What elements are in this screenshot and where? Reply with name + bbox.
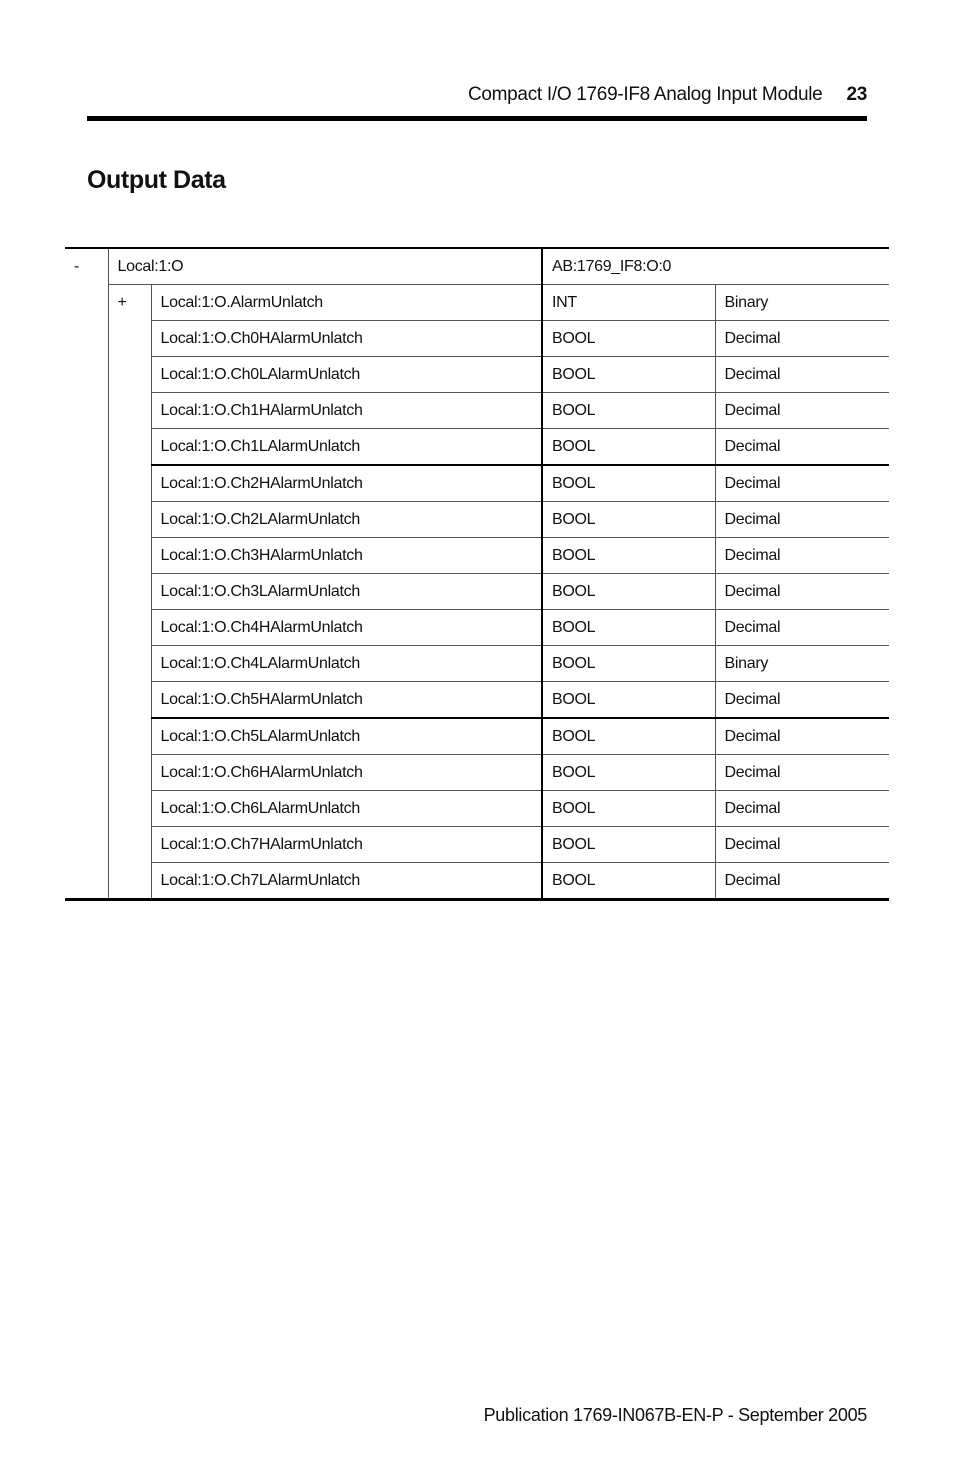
data-type-cell: BOOL xyxy=(542,718,715,755)
header-rule xyxy=(87,116,867,121)
indent-cell xyxy=(65,610,108,646)
indent-cell xyxy=(65,285,108,321)
data-type-cell: BOOL xyxy=(542,755,715,791)
table-row xyxy=(65,285,889,321)
table-row xyxy=(65,827,889,863)
indent-cell xyxy=(65,321,108,357)
data-type-cell: BOOL xyxy=(542,393,715,429)
data-type-cell: BOOL xyxy=(542,646,715,682)
display-style-cell: Decimal xyxy=(715,574,889,610)
parent-tag-name: Local:1:O xyxy=(108,248,542,285)
display-style-cell: Decimal xyxy=(715,827,889,863)
tag-name-cell: Local:1:O.AlarmUnlatch xyxy=(151,285,542,321)
collapse-toggle[interactable]: - xyxy=(65,248,108,285)
display-style-cell: Decimal xyxy=(715,682,889,719)
tag-name-cell: Local:1:O.Ch4HAlarmUnlatch xyxy=(151,610,542,646)
table-row-parent xyxy=(65,248,889,285)
table-row xyxy=(65,863,889,900)
tag-name-cell: Local:1:O.Ch2LAlarmUnlatch xyxy=(151,502,542,538)
indent-cell xyxy=(108,827,151,863)
display-style-cell: Binary xyxy=(715,285,889,321)
display-style-cell: Decimal xyxy=(715,863,889,900)
data-type-cell: BOOL xyxy=(542,791,715,827)
table-row xyxy=(65,321,889,357)
indent-cell xyxy=(65,791,108,827)
indent-cell xyxy=(108,718,151,755)
indent-cell xyxy=(65,755,108,791)
indent-cell xyxy=(108,357,151,393)
data-type-cell: BOOL xyxy=(542,502,715,538)
page-header xyxy=(87,80,867,110)
tag-name-cell: Local:1:O.Ch4LAlarmUnlatch xyxy=(151,646,542,682)
data-type-cell: BOOL xyxy=(542,682,715,719)
indent-cell xyxy=(108,791,151,827)
table-row xyxy=(65,791,889,827)
display-style-cell: Decimal xyxy=(715,538,889,574)
indent-cell xyxy=(65,538,108,574)
tag-name-cell: Local:1:O.Ch0HAlarmUnlatch xyxy=(151,321,542,357)
table-row xyxy=(65,538,889,574)
indent-cell xyxy=(108,574,151,610)
indent-cell xyxy=(108,465,151,502)
display-style-cell: Decimal xyxy=(715,465,889,502)
indent-cell xyxy=(65,429,108,466)
table-row xyxy=(65,357,889,393)
data-type-cell: BOOL xyxy=(542,429,715,466)
tag-name-cell: Local:1:O.Ch2HAlarmUnlatch xyxy=(151,465,542,502)
table-row xyxy=(65,682,889,719)
data-type-cell: BOOL xyxy=(542,574,715,610)
tag-name-cell: Local:1:O.Ch1LAlarmUnlatch xyxy=(151,429,542,466)
data-type-cell: BOOL xyxy=(542,538,715,574)
indent-cell xyxy=(108,429,151,466)
table-row xyxy=(65,755,889,791)
parent-tag-type: AB:1769_IF8:O:0 xyxy=(542,248,889,285)
indent-cell xyxy=(108,393,151,429)
display-style-cell: Decimal xyxy=(715,791,889,827)
table-row xyxy=(65,465,889,502)
indent-cell xyxy=(108,863,151,900)
tag-name-cell: Local:1:O.Ch5LAlarmUnlatch xyxy=(151,718,542,755)
tag-name-cell: Local:1:O.Ch7LAlarmUnlatch xyxy=(151,863,542,900)
publication-footer: Publication 1769-IN067B-EN-P - September 2005 xyxy=(483,1405,867,1425)
indent-cell xyxy=(65,393,108,429)
data-type-cell: INT xyxy=(542,285,715,321)
tag-name-cell: Local:1:O.Ch0LAlarmUnlatch xyxy=(151,357,542,393)
data-type-cell: BOOL xyxy=(542,863,715,900)
table-row xyxy=(65,610,889,646)
expand-toggle[interactable]: + xyxy=(108,285,151,321)
indent-cell xyxy=(65,863,108,900)
data-type-cell: BOOL xyxy=(542,465,715,502)
tag-name-cell: Local:1:O.Ch7HAlarmUnlatch xyxy=(151,827,542,863)
indent-cell xyxy=(65,682,108,719)
indent-cell xyxy=(108,610,151,646)
data-type-cell: BOOL xyxy=(542,827,715,863)
indent-cell xyxy=(108,321,151,357)
indent-cell xyxy=(108,538,151,574)
output-data-table xyxy=(65,247,889,901)
display-style-cell: Decimal xyxy=(715,321,889,357)
table-row xyxy=(65,646,889,682)
display-style-cell: Decimal xyxy=(715,755,889,791)
indent-cell xyxy=(65,574,108,610)
data-type-cell: BOOL xyxy=(542,610,715,646)
table-row xyxy=(65,393,889,429)
display-style-cell: Decimal xyxy=(715,357,889,393)
indent-cell xyxy=(65,718,108,755)
indent-cell xyxy=(108,646,151,682)
indent-cell xyxy=(65,357,108,393)
display-style-cell: Binary xyxy=(715,646,889,682)
indent-cell xyxy=(65,646,108,682)
table-row xyxy=(65,718,889,755)
header-title: Compact I/O 1769-IF8 Analog Input Module xyxy=(467,84,823,105)
tag-name-cell: Local:1:O.Ch6HAlarmUnlatch xyxy=(151,755,542,791)
display-style-cell: Decimal xyxy=(715,429,889,466)
tag-name-cell: Local:1:O.Ch5HAlarmUnlatch xyxy=(151,682,542,719)
display-style-cell: Decimal xyxy=(715,610,889,646)
table-row xyxy=(65,502,889,538)
tag-name-cell: Local:1:O.Ch3HAlarmUnlatch xyxy=(151,538,542,574)
indent-cell xyxy=(65,827,108,863)
indent-cell xyxy=(65,465,108,502)
page-number: 23 xyxy=(846,84,867,105)
display-style-cell: Decimal xyxy=(715,393,889,429)
table-row xyxy=(65,429,889,466)
tag-name-cell: Local:1:O.Ch3LAlarmUnlatch xyxy=(151,574,542,610)
data-type-cell: BOOL xyxy=(542,357,715,393)
display-style-cell: Decimal xyxy=(715,502,889,538)
section-title: Output Data xyxy=(87,166,226,194)
indent-cell xyxy=(108,682,151,719)
indent-cell xyxy=(108,755,151,791)
indent-cell xyxy=(108,502,151,538)
tag-name-cell: Local:1:O.Ch1HAlarmUnlatch xyxy=(151,393,542,429)
tag-name-cell: Local:1:O.Ch6LAlarmUnlatch xyxy=(151,791,542,827)
data-type-cell: BOOL xyxy=(542,321,715,357)
indent-cell xyxy=(65,502,108,538)
table-row xyxy=(65,574,889,610)
display-style-cell: Decimal xyxy=(715,718,889,755)
